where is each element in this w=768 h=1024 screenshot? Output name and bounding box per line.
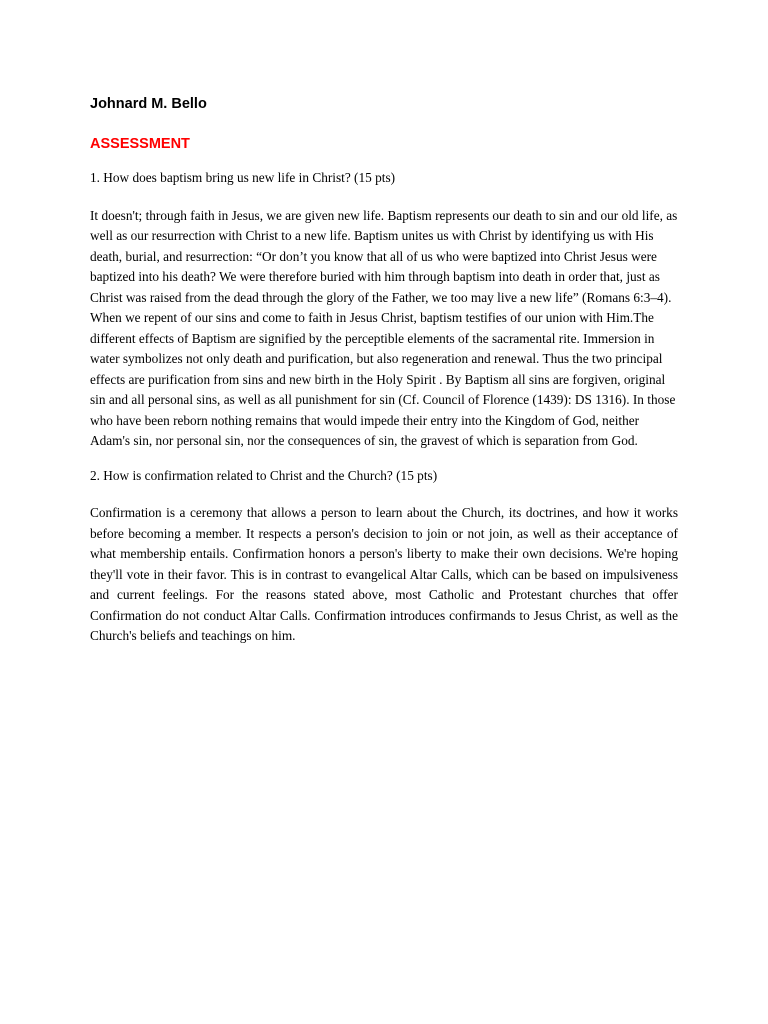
answer-1: It doesn't; through faith in Jesus, we are given new life. Baptism represents our death to sin and our old life, as well as our resurrection with Christ to a new life. Baptism unites us with Christ by identifying us with His death, burial, and resurrection: “Or don’t you know that all of us who were baptized into Christ Jesus were baptized into his death? We were therefore buried with him through baptism into death in order that, just as Christ was raised from the dead through the glory of the Father, we too may live a new life” (Romans 6:3–4). When we repent of our sins and come to faith in Jesus Christ, baptism testifies of our union with Him.The different effects of Baptism are signified by the perceptible elements of the sacramental rite. Immersion in water symbolizes not only death and purification, but also regeneration and renewal. Thus the two principal effects are purification from sins and new birth in the Holy Spirit . By Baptism all sins are forgiven, original sin and all personal sins, as well as all punishment for sin (Cf. Council of Florence (1439): DS 1316). In those who have been reborn nothing remains that would impede their entry into the Kingdom of God, neither Adam's sin, nor personal sin, nor the consequences of sin, the gravest of which is separation from God. [90, 207, 678, 448]
question-2: 2. How is confirmation related to Christ and the Church? (15 pts) [90, 467, 438, 483]
author-name: Johnard M. Bello [90, 96, 207, 112]
question-1: 1. How does baptism bring us new life in Christ? (15 pts) [90, 170, 396, 185]
document-body [90, 94, 678, 647]
answer-2: Confirmation is a ceremony that allows a person to learn about the Church, its doctrines, and how it works before becoming a member. It respects a person's decision to join or not join, as well as their acceptance of what membership entails. Confirmation honors a person's liberty to make their own decisions. We're hoping they'll vote in their favor. This is in contrast to evangelical Altar Calls, which can be based on impulsiveness and current feelings. For the reasons stated above, most Catholic and Protestant churches that offer Confirmation do not conduct Altar Calls. Confirmation introduces confirmands to Jesus Christ, as well as the Church's beliefs and teachings on him. [90, 505, 678, 643]
assessment-heading: ASSESSMENT [90, 136, 190, 152]
